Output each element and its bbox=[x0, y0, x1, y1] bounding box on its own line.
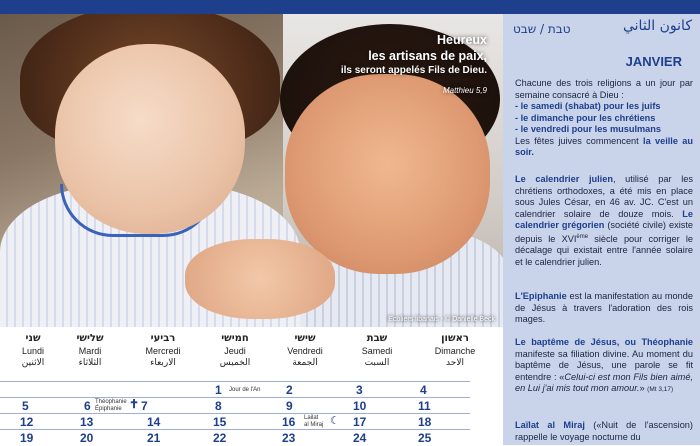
weekday-hebrew: חמישי bbox=[221, 333, 249, 344]
bapteme-text: manifeste sa filiation divine. Au moment du baptême de Jésus, une parole se fit entendre : « bbox=[515, 348, 693, 382]
note-theophanie: Théophanie bbox=[95, 399, 127, 405]
bapteme-reference: (Mt 3,17) bbox=[647, 386, 674, 393]
weekday-saturday bbox=[342, 332, 412, 370]
bapteme-quote: Celui-ci est mon Fils bien aimé, en Lui j'ai mis tout mon amour. bbox=[515, 371, 693, 393]
date-cell[interactable]: 1 bbox=[215, 383, 222, 397]
quote-line-1: Heureux bbox=[436, 33, 487, 47]
feasts-text: Les fêtes juives commencent bbox=[515, 135, 644, 146]
lailat-text: («Nuit de l'ascension) rappelle le voyage nocturne du bbox=[515, 420, 693, 442]
date-cell[interactable]: 23 bbox=[282, 431, 296, 445]
weekday-french: Samedi bbox=[361, 346, 393, 356]
weekday-arabic: الاربعاء bbox=[150, 358, 176, 368]
week-row bbox=[0, 429, 470, 446]
weekday-thursday bbox=[200, 332, 270, 370]
date-note bbox=[304, 415, 323, 429]
top-band bbox=[0, 0, 700, 14]
date-cell[interactable]: 7 bbox=[141, 399, 148, 413]
weekday-arabic: الخميس bbox=[219, 358, 251, 368]
date-note bbox=[95, 399, 127, 413]
photo-credit: Écoliers libanais - © Danielle Beck bbox=[388, 316, 495, 323]
hebrew-month-title: טבת / שבט bbox=[513, 22, 571, 36]
weekday-french: Lundi bbox=[21, 346, 45, 356]
cover-photo bbox=[0, 14, 503, 327]
date-cell[interactable]: 9 bbox=[286, 399, 293, 413]
weekday-arabic: السبت bbox=[364, 358, 390, 368]
weekday-french: Dimanche bbox=[434, 346, 476, 356]
date-cell[interactable]: 14 bbox=[147, 415, 161, 429]
gregorien-text: (société civile) existe depuis le XVI bbox=[515, 220, 694, 244]
weekday-tuesday bbox=[55, 332, 125, 370]
date-cell[interactable]: 12 bbox=[20, 415, 34, 429]
feasts-highlight: la veille au soir. bbox=[515, 135, 693, 157]
crescent-icon: ☾ bbox=[330, 415, 340, 427]
date-cell[interactable]: 11 bbox=[418, 399, 431, 413]
week-row bbox=[0, 413, 470, 430]
date-cell[interactable]: 4 bbox=[420, 383, 427, 397]
date-cell[interactable]: 13 bbox=[80, 415, 94, 429]
weekday-arabic: الثلاثاء bbox=[78, 358, 102, 368]
bapteme-paragraph bbox=[515, 337, 693, 396]
quote-line-2: les artisans de paix, bbox=[368, 49, 487, 63]
date-cell[interactable]: 8 bbox=[215, 399, 222, 413]
week-row bbox=[0, 381, 470, 398]
gregorien-title: Le calendrier grégorien bbox=[515, 208, 693, 230]
date-cell[interactable]: 18 bbox=[418, 415, 432, 429]
weekday-french: Jeudi bbox=[224, 346, 246, 356]
lailat-paragraph bbox=[515, 420, 693, 443]
gregorien-sup: ème bbox=[576, 233, 589, 240]
weekday-headers bbox=[0, 332, 503, 382]
note-al-miraj: al Miraj bbox=[304, 422, 324, 428]
calendar-paragraph bbox=[515, 174, 693, 268]
month-calendar bbox=[0, 327, 503, 445]
religions-paragraph bbox=[515, 78, 693, 159]
weekday-arabic: الاثنين bbox=[21, 358, 45, 368]
bapteme-title: Le baptême de Jésus, ou Théophanie bbox=[515, 337, 693, 347]
date-cell[interactable]: 22 bbox=[213, 431, 227, 445]
date-cell[interactable]: 20 bbox=[80, 431, 94, 445]
date-cell[interactable]: 5 bbox=[22, 399, 29, 413]
weekday-arabic: الجمعة bbox=[292, 358, 318, 368]
date-cell[interactable]: 10 bbox=[353, 399, 367, 413]
photo-boy-face bbox=[285, 74, 490, 274]
date-cell[interactable]: 2 bbox=[286, 383, 293, 397]
arabic-month-title: كانون الثاني bbox=[622, 18, 692, 34]
gregorien-text-end: siècle pour corriger le décalage qui existait entre l'année solaire et le calendrier julien. bbox=[515, 233, 693, 267]
epiphanie-paragraph bbox=[515, 291, 693, 326]
week-row bbox=[0, 397, 470, 414]
date-cell[interactable]: 3 bbox=[356, 383, 363, 397]
note-epiphanie: Épiphanie bbox=[95, 406, 122, 412]
weekday-french: Mardi bbox=[78, 346, 102, 356]
epiphanie-text: est la manifestation au monde de Jésus à travers l'adoration des rois mages. bbox=[515, 291, 693, 324]
julien-title: Le calendrier julien bbox=[515, 174, 613, 184]
epiphanie-title: L'Epiphanie bbox=[515, 291, 567, 301]
weekday-french: Vendredi bbox=[287, 346, 323, 356]
weekday-wednesday bbox=[128, 332, 198, 370]
weekday-hebrew: שישי bbox=[294, 333, 316, 344]
photo-hands bbox=[185, 239, 335, 319]
date-cell[interactable]: 6 bbox=[84, 399, 91, 413]
date-cell[interactable]: 17 bbox=[353, 415, 367, 429]
date-cell[interactable]: 24 bbox=[353, 431, 367, 445]
weekday-hebrew: שלישי bbox=[76, 333, 104, 344]
weekday-sunday bbox=[420, 332, 490, 370]
date-cell[interactable]: 16 bbox=[282, 415, 296, 429]
date-cell[interactable]: 25 bbox=[418, 431, 432, 445]
bullet-christians: - le dimanche pour les chrétiens bbox=[515, 112, 656, 123]
weekday-hebrew: רביעי bbox=[150, 333, 176, 344]
bullet-muslims: - le vendredi pour les musulmans bbox=[515, 124, 662, 134]
weekday-french: Mercredi bbox=[145, 346, 181, 356]
note-lailat: Lailat bbox=[304, 415, 319, 421]
julien-text: , utilisé par les chrétiens orthodoxes, a été mis en place sous Jules César, en 46 av. JC. C'est un calendrier solaire de douze mois. bbox=[515, 174, 693, 219]
info-panel bbox=[503, 14, 700, 445]
bapteme-quote-end: » bbox=[639, 383, 648, 393]
date-cell[interactable]: 15 bbox=[213, 415, 227, 429]
quote-line-3: ils seront appelés Fils de Dieu. bbox=[340, 65, 487, 76]
weekday-hebrew: שני bbox=[25, 333, 41, 344]
bullet-jews: - le samedi (shabat) pour les juifs bbox=[515, 101, 661, 111]
date-cell[interactable]: 21 bbox=[147, 431, 161, 445]
date-cell[interactable]: 19 bbox=[20, 431, 34, 445]
weekday-friday bbox=[270, 332, 340, 370]
date-note: Jour de l'An bbox=[229, 387, 261, 393]
weekday-arabic: الاحد bbox=[446, 358, 464, 368]
month-title: JANVIER bbox=[625, 54, 682, 69]
quote-reference: Matthieu 5,9 bbox=[442, 86, 487, 95]
photo-girl-face bbox=[55, 44, 245, 234]
lailat-title: Laïlat al Miraj bbox=[515, 420, 585, 430]
intro-text: Chacune des trois religions a un jour par semaine consacré à Dieu : bbox=[515, 78, 693, 100]
weekday-hebrew: ראשון bbox=[441, 333, 469, 344]
weekday-hebrew: שבת bbox=[366, 333, 388, 344]
cross-icon: ✝ bbox=[129, 397, 140, 411]
bible-quote bbox=[341, 32, 487, 95]
